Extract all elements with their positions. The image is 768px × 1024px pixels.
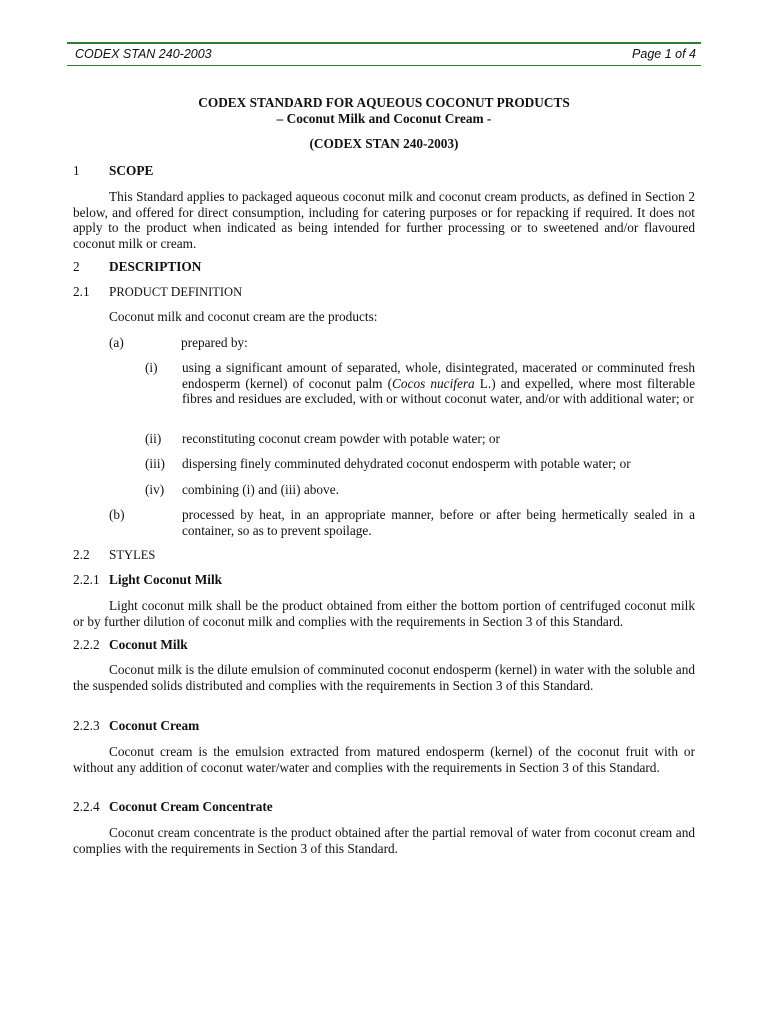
item-iv-text: combining (i) and (iii) above. [182, 482, 339, 497]
item-b-label: (b) [109, 507, 125, 522]
title-line-1: CODEX STANDARD FOR AQUEOUS COCONUT PRODUCTS [198, 95, 570, 110]
header-document-code: CODEX STAN 240-2003 [75, 47, 212, 61]
section-number: 2 [73, 259, 80, 274]
section-title: SCOPE [109, 163, 154, 178]
section-number: 2.2 [73, 547, 90, 562]
section-title: STYLES [109, 547, 156, 562]
section-number: 2.2.1 [73, 572, 100, 587]
item-iv-label: (iv) [145, 482, 165, 497]
document-title [73, 95, 695, 152]
item-i-label: (i) [145, 360, 158, 375]
section-title: Light Coconut Milk [109, 572, 223, 587]
item-a-label: (a) [109, 335, 124, 350]
title-line-2: – Coconut Milk and Coconut Cream - [276, 110, 492, 126]
document-body [73, 90, 695, 856]
light-coconut-milk-paragraph: Light coconut milk shall be the product obtained from either the bottom portion of centrifuged coconut milk or by further dilution of coconut milk and complies with the requirements in Section 3 of this Standard. [73, 598, 695, 629]
section-number: 2.2.4 [73, 799, 100, 814]
section-number: 2.2.2 [73, 637, 100, 652]
item-b-text: processed by heat, in an appropriate manner, before or after being hermetically sealed in a container, so as to prevent spoilage. [182, 507, 695, 538]
coconut-cream-concentrate-paragraph: Coconut cream concentrate is the product obtained after the partial removal of water from coconut cream and complies with the requirements in Section 3 of this Standard. [73, 825, 695, 856]
header-page-number: Page 1 of 4 [632, 47, 696, 61]
section-title: PRODUCT DEFINITION [109, 284, 243, 299]
section-title: DESCRIPTION [109, 259, 202, 274]
item-iii-label: (iii) [145, 456, 165, 471]
header-top-rule [67, 42, 701, 44]
section-title: Coconut Milk [109, 637, 188, 652]
section-number: 2.1 [73, 284, 90, 299]
definition-intro: Coconut milk and coconut cream are the products: [109, 309, 378, 324]
section-title: Coconut Cream Concentrate [109, 799, 273, 814]
scope-paragraph: This Standard applies to packaged aqueous coconut milk and coconut cream products, as defined in Section 2 below, and offered for direct consumption, including for catering purposes or for repacking if required. It does not apply to the product when indicated as being intended for further processing or to sweetened and/or flavoured coconut milk or cream. [73, 189, 695, 251]
coconut-cream-paragraph: Coconut cream is the emulsion extracted from matured endosperm (kernel) of the coconut fruit with or without any addition of coconut water/water and complies with the requirements in Section 3 of this Standard. [73, 744, 695, 775]
item-i-text: using a significant amount of separated, whole, disintegrated, macerated or comminuted fresh endosperm (kernel) of coconut palm (Cocos nucifera L.) and expelled, where most filterable fibres and residues are excluded, with or without coconut water, and/or with additional water; or [182, 360, 695, 407]
item-iii-text: dispersing finely comminuted dehydrated coconut endosperm with potable water; or [182, 456, 631, 471]
item-ii-label: (ii) [145, 431, 162, 446]
species-name: Cocos nucifera [392, 375, 475, 391]
coconut-milk-paragraph: Coconut milk is the dilute emulsion of comminuted coconut endosperm (kernel) in water with the soluble and the suspended solids distributed and complies with the requirements in Section 3 of this Standard. [73, 662, 695, 693]
item-ii-text: reconstituting coconut cream powder with potable water; or [182, 431, 500, 446]
item-a-text: prepared by: [181, 335, 248, 350]
header-bottom-rule [67, 65, 701, 66]
section-number: 1 [73, 163, 80, 178]
title-line-3: (CODEX STAN 240-2003) [309, 136, 459, 152]
section-number: 2.2.3 [73, 718, 100, 733]
section-title: Coconut Cream [109, 718, 200, 733]
